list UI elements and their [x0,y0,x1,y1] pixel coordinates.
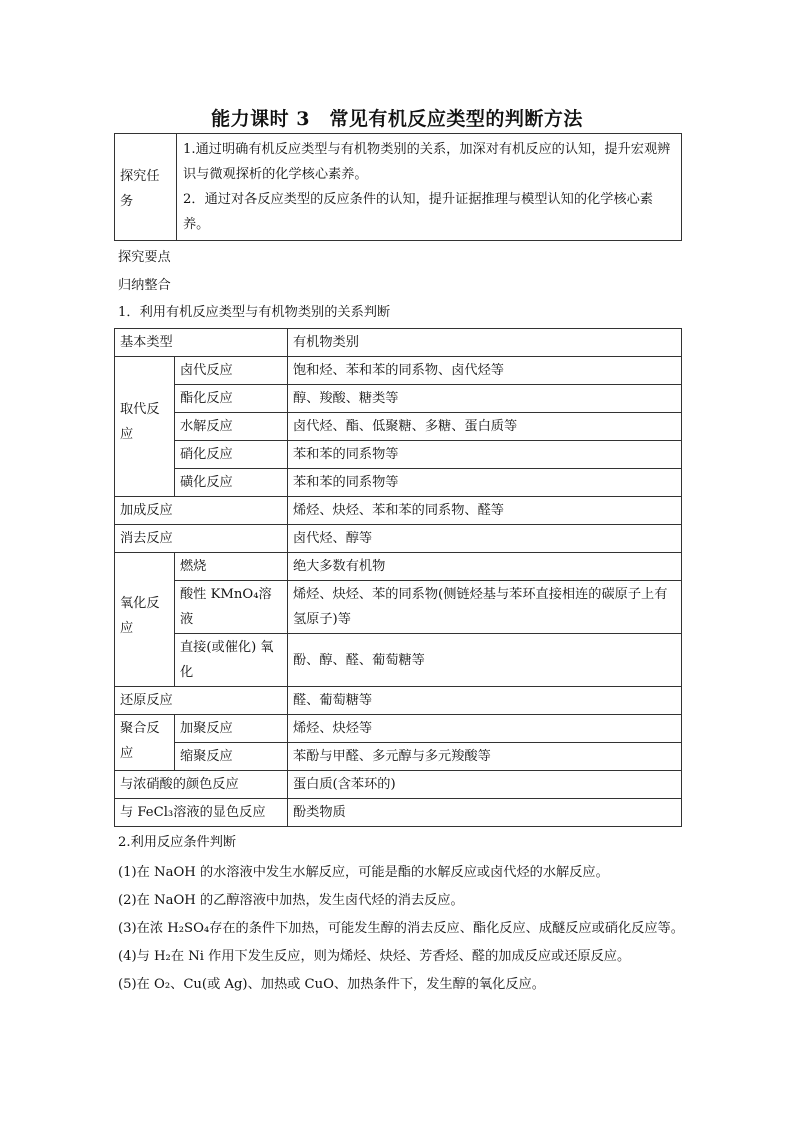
row-name: 酯化反应 [175,385,288,413]
table-row [115,497,682,525]
row-value: 苯酚与甲醛、多元醇与多元羧酸等 [288,743,682,771]
row-value: 饱和烃、苯和苯的同系物、卤代烃等 [288,357,682,385]
page-title: 能力课时 3 常见有机反应类型的判断方法 [211,108,583,130]
table-row [115,525,682,553]
list-item: (3)在浓 H₂SO₄存在的条件下加热，可能发生醇的消去反应、酯化反应、成醚反应或硝化反应等。 [118,921,684,936]
table-row [115,771,682,799]
header-class: 有机物类别 [288,329,682,357]
row-name: 与浓硝酸的颜色反应 [115,771,288,799]
row-name: 加成反应 [115,497,288,525]
row-value: 卤代烃、醇等 [288,525,682,553]
table-row [115,743,682,771]
row-value: 蛋白质(含苯环的) [288,771,682,799]
reaction-type-table [114,328,682,827]
row-name: 缩聚反应 [175,743,288,771]
row-name: 加聚反应 [175,715,288,743]
row-name: 卤代反应 [175,357,288,385]
row-name: 酸性 KMnO₄溶液 [175,581,288,634]
row-name: 水解反应 [175,413,288,441]
group-oxidation: 氧化反应 [115,553,175,687]
row-name: 直接(或催化) 氧化 [175,634,288,687]
table-row [115,441,682,469]
row-name: 还原反应 [115,687,288,715]
row-value: 酚、醇、醛、葡萄糖等 [288,634,682,687]
table-row [115,634,682,687]
table-row [115,715,682,743]
row-name: 与 FeCl₃溶液的显色反应 [115,799,288,827]
table-row [115,799,682,827]
table-row [115,687,682,715]
row-name: 磺化反应 [175,469,288,497]
row-value: 烯烃、炔烃、苯的同系物(侧链烃基与苯环直接相连的碳原子上有氢原子)等 [288,581,682,634]
heading-summary: 归纳整合 [118,278,171,293]
table-row [115,357,682,385]
table-row [115,413,682,441]
conditions-list [118,833,688,999]
row-value: 烯烃、炔烃、苯和苯的同系物、醛等 [288,497,682,525]
heading-key-points: 探究要点 [118,250,171,265]
table-row [115,553,682,581]
row-name: 消去反应 [115,525,288,553]
list-item: (4)与 H₂在 Ni 作用下发生反应，则为烯烃、炔烃、芳香烃、醛的加成反应或还原反应。 [118,949,631,964]
row-value: 苯和苯的同系物等 [288,469,682,497]
task-item: 1.通过明确有机反应类型与有机物类别的关系，加深对有机反应的认知，提升宏观辨识与微观探析的化学核心素养。 [183,142,671,182]
row-value: 醛、葡萄糖等 [288,687,682,715]
row-value: 烯烃、炔烃等 [288,715,682,743]
table-row [115,329,682,357]
table-row [115,469,682,497]
task-label: 探究任务 [115,134,177,241]
list-item: (1)在 NaOH 的水溶液中发生水解反应，可能是酯的水解反应或卤代烃的水解反应。 [118,865,609,880]
row-value: 绝大多数有机物 [288,553,682,581]
list-item: (5)在 O₂、Cu(或 Ag)、加热或 CuO、加热条件下，发生醇的氧化反应。 [118,977,545,992]
header-type: 基本类型 [115,329,288,357]
row-value: 酚类物质 [288,799,682,827]
table-row [115,581,682,634]
group-polymerization: 聚合反应 [115,715,175,771]
group-substitution: 取代反应 [115,357,175,497]
list-item: (2)在 NaOH 的乙醇溶液中加热，发生卤代烃的消去反应。 [118,893,464,908]
row-value: 醇、羧酸、糖类等 [288,385,682,413]
row-name: 硝化反应 [175,441,288,469]
task-table [114,133,682,241]
section2-title: 2.利用反应条件判断 [118,835,237,850]
row-value: 苯和苯的同系物等 [288,441,682,469]
row-value: 卤代烃、酯、低聚糖、多糖、蛋白质等 [288,413,682,441]
row-name: 燃烧 [175,553,288,581]
table-row [115,385,682,413]
task-item: 2．通过对各反应类型的反应条件的认知，提升证据推理与模型认知的化学核心素养。 [183,192,653,232]
section1-title: 1．利用有机反应类型与有机物类别的关系判断 [118,305,391,320]
task-content [177,134,682,241]
